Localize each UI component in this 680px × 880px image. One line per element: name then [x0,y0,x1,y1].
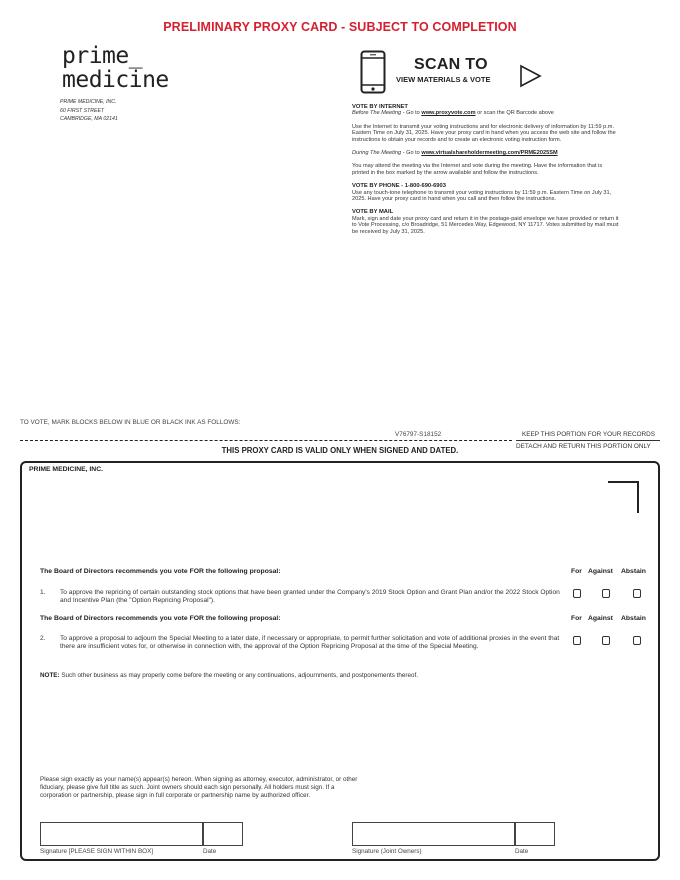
smartphone-icon [360,50,386,94]
column-abstain-2: Abstain [621,615,646,622]
address-window-corner [608,481,639,513]
column-against-1: Against [588,568,613,575]
proposal-1-abstain-checkbox[interactable] [633,589,641,598]
joint-signature-box[interactable] [352,822,515,846]
proxyvote-link[interactable]: www.proxyvote.com [421,110,476,117]
joint-date-box[interactable] [515,822,555,846]
note-text [40,672,418,679]
column-for-1: For [571,568,582,575]
company-address [60,98,118,124]
note-body: Such other business as may properly come before the meeting or any continuations, adjournments, and postponements thereof. [59,672,419,679]
date-label: Date [203,848,217,855]
phone-instructions: Use any touch-tone telephone to transmit your voting instructions by 11:59 p.m. Eastern Time on July 31, 2025. Have your proxy card in hand when you call and then follow the instructions. [352,189,612,203]
keep-divider [516,440,660,441]
address-city: CAMBRIDGE, MA 02141 [60,116,118,122]
before-meeting-line [352,110,620,116]
proposal-1-for-checkbox[interactable] [573,589,581,598]
during-meeting-label: During The Meeting [352,150,402,157]
mail-instructions: Mark, sign and date your proxy card and return it in the postage-paid envelope we have provided or return it to Vote Processing, c/o Broadridge, 51 Mercedes Way, Edgewood, NY 11717. Votes submitted by mail must be received by July 31, 2025. [352,215,619,235]
recommendation-1: The Board of Directors recommends you vote FOR the following proposal: [40,568,281,575]
view-materials-subtitle: VIEW MATERIALS & VOTE [396,75,491,84]
detach-dashed-line [20,440,512,441]
during-meeting-instructions: You may attend the meeting via the Internet and vote during the meeting. Have the information that is printed in the box marked by the arrow available and follow the instructions. [352,163,603,176]
address-name: PRIME MEDICINE, INC. [60,99,117,105]
joint-date-label: Date [515,848,529,855]
date-box[interactable] [203,822,243,846]
logo-line-2: medicine [62,67,169,93]
before-meeting-label: Before The Meeting [352,110,402,117]
logo-line-1: prime_ [62,43,143,69]
joint-signature-label: Signature (Joint Owners) [352,848,422,855]
column-against-2: Against [588,615,613,622]
during-meeting-line [352,150,620,156]
address-street: 60 FIRST STREET [60,107,105,114]
voting-instructions [352,104,620,235]
keep-portion-label: KEEP THIS PORTION FOR YOUR RECORDS [522,431,656,438]
proposal-1-number: 1. [40,589,46,596]
preliminary-proxy-title: PRELIMINARY PROXY CARD - SUBJECT TO COMPLETION [163,20,517,34]
detach-portion-label: DETACH AND RETURN THIS PORTION ONLY [516,443,651,450]
signature-label: Signature [PLEASE SIGN WITHIN BOX] [40,848,154,855]
column-for-2: For [571,615,582,622]
proposal-1-text: To approve the repricing of certain outstanding stock options that have been granted under the Company's 2019 Stock Option and Grant Plan and/or the 2022 Stock Option and Incentive Plan (the "Option Repricing Proposal"). [60,589,560,605]
scan-to-title: SCAN TO [414,56,488,73]
proposal-2-against-checkbox[interactable] [602,636,610,645]
note-label: NOTE: [40,672,60,679]
valid-notice: THIS PROXY CARD IS VALID ONLY WHEN SIGNED AND DATED. [221,446,459,455]
proposal-2-abstain-checkbox[interactable] [633,636,641,645]
before-meeting-suffix: or scan the QR Barcode above [475,110,554,117]
virtual-meeting-link[interactable]: www.virtualshareholdermeeting.com/PRME2025SM [421,150,558,157]
internet-instructions: Use the Internet to transmit your voting instructions and for electronic delivery of information by 11:59 p.m. Eastern Time on July 31, 2025. Have your proxy card in hand when you access the web site and follow the instructions to obtain your records and to create an electronic voting instruction form. [352,123,616,143]
signing-instructions: Please sign exactly as your name(s) appear(s) hereon. When signing as attorney, executor, administrator, or other fiduciary, please give full title as such. Joint owners should each sign personally. All holders must sign. If a corporation or partnership, please sign in full corporate or partnership name by authorized officer. [40,776,358,800]
signature-box[interactable] [40,822,203,846]
prime-medicine-logo [62,44,169,92]
before-meeting-prefix: - Go to [401,110,422,117]
during-meeting-prefix: - Go to [401,150,422,157]
control-number: V76797-S18152 [395,431,442,438]
play-arrow-icon [518,64,542,88]
vote-internet-heading: VOTE BY INTERNET [352,104,408,110]
mark-blocks-instruction: TO VOTE, MARK BLOCKS BELOW IN BLUE OR BLACK INK AS FOLLOWS: [20,419,241,426]
proposal-2-number: 2. [40,635,46,642]
vote-mail-heading: VOTE BY MAIL [352,209,394,216]
column-abstain-1: Abstain [621,568,646,575]
recommendation-2: The Board of Directors recommends you vote FOR the following proposal: [40,615,281,622]
proposal-2-for-checkbox[interactable] [573,636,581,645]
proxy-card [20,461,660,861]
proposal-1-against-checkbox[interactable] [602,589,610,598]
vote-phone-heading: VOTE BY PHONE - 1-800-690-6903 [352,183,446,190]
card-company-name: PRIME MEDICINE, INC. [29,466,104,473]
proposal-2-text: To approve a proposal to adjourn the Special Meeting to a later date, if necessary or appropriate, to permit further solicitation and vote of additional proxies in the event that there are insufficient votes for, or otherwise in connection with, the approval of the Option Repricing Proposal at the time of the Special Meeting. [60,635,560,651]
